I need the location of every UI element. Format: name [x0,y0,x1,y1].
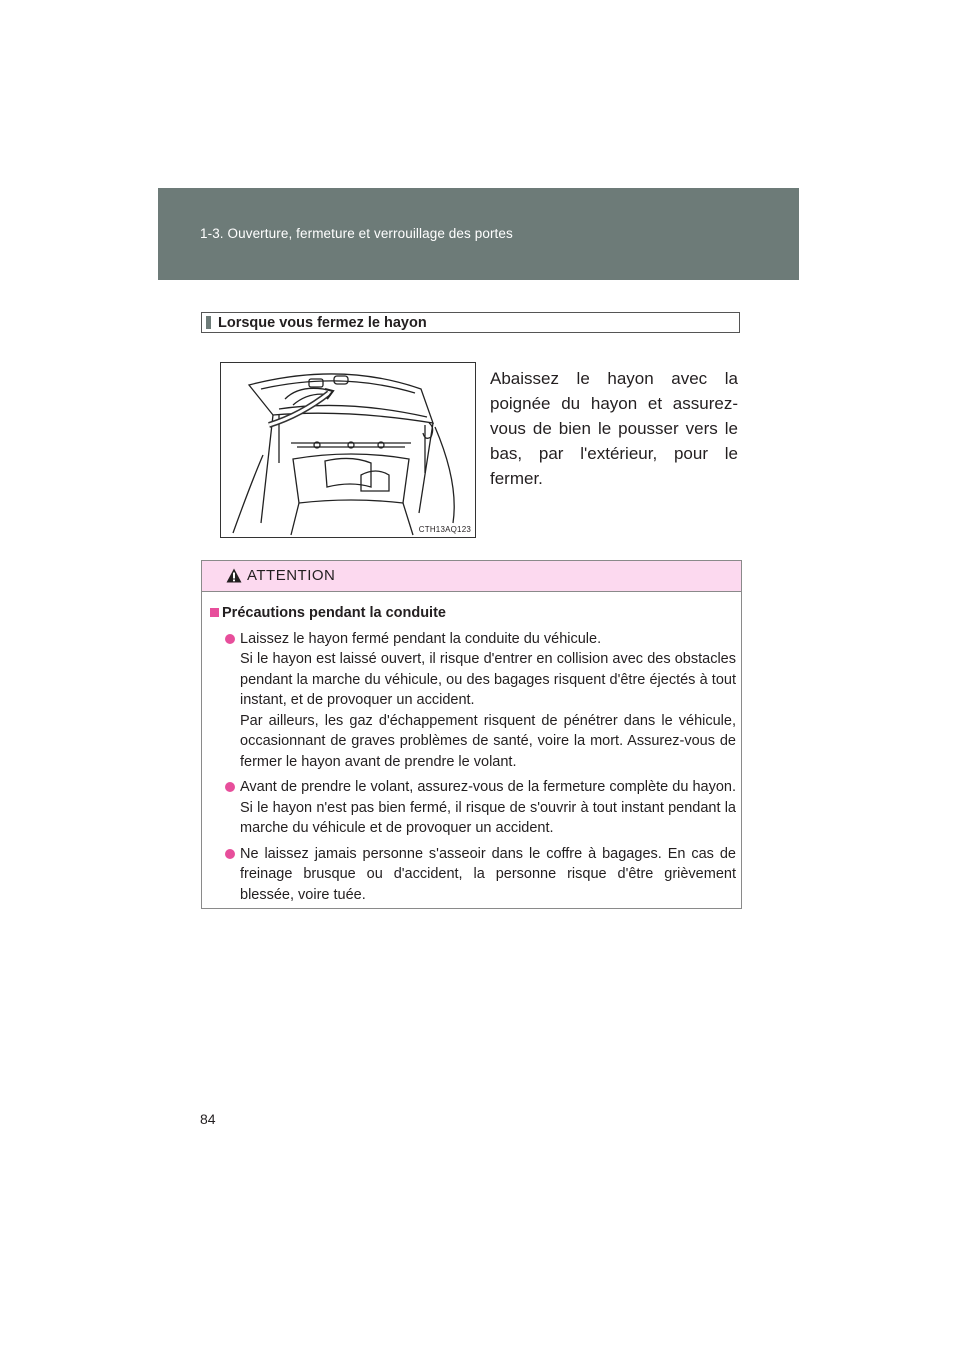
tailgate-illustration [220,362,476,538]
section-title: 1-3. Ouverture, fermeture et verrouillage des portes [200,226,513,241]
bullet-paragraph: Avant de prendre le volant, assurez-vous de la fermeture complète du hayon. Si le hayon n'est pas bien fermé, il risque de s'ouvrir à tout instant pendant la marche du véhicule et de provoquer un accident. [240,779,736,836]
bullet-paragraph: Ne laissez jamais personne s'asseoir dans le coffre à bagages. En cas de freinage brusque ou d'accident, la personne risque d'être grièvement blessée, voire tuée. [240,845,736,903]
round-bullet-icon [225,782,235,792]
subheading-marker [206,316,211,329]
figure-code: CTH13AQ123 [418,525,471,534]
warning-triangle-icon [226,568,242,583]
bullet-paragraph: Par ailleurs, les gaz d'échappement risquent de pénétrer dans le véhicule, occasionnant de graves problèmes de santé, voire la mort. Assurez-vous de fermer le hayon avant de prendre le volant. [240,712,736,770]
chapter-header [158,188,799,280]
warning-body [210,603,736,910]
square-bullet-icon [210,608,219,617]
warning-label: ATTENTION [247,567,336,584]
warning-topic [210,603,736,624]
page-number: 84 [200,1111,216,1127]
warning-bullet [210,777,736,839]
warning-topic-text: Précautions pendant la conduite [222,605,446,621]
round-bullet-icon [225,634,235,644]
bullet-paragraph: Laissez le hayon fermé pendant la conduite du véhicule. [240,630,602,647]
warning-bullet [210,844,736,906]
bullet-paragraph: Si le hayon est laissé ouvert, il risque d'entrer en collision avec des obstacles pendant la marche du véhicule, ou des bagages risquent d'être éjectés à tout instant, et de provoquer un accident. [240,651,736,708]
warning-box [201,560,742,909]
warning-header [202,561,741,592]
warning-bullet [210,629,736,773]
subheading: Lorsque vous fermez le hayon [218,315,427,331]
intro-text: Abaissez le hayon avec la poignée du hayon et assurez-vous de bien le pousser vers le bas, par l'extérieur, pour le fermer. [490,369,738,488]
tailgate-drawing [221,363,475,537]
subheading-box [201,312,740,333]
round-bullet-icon [225,849,235,859]
